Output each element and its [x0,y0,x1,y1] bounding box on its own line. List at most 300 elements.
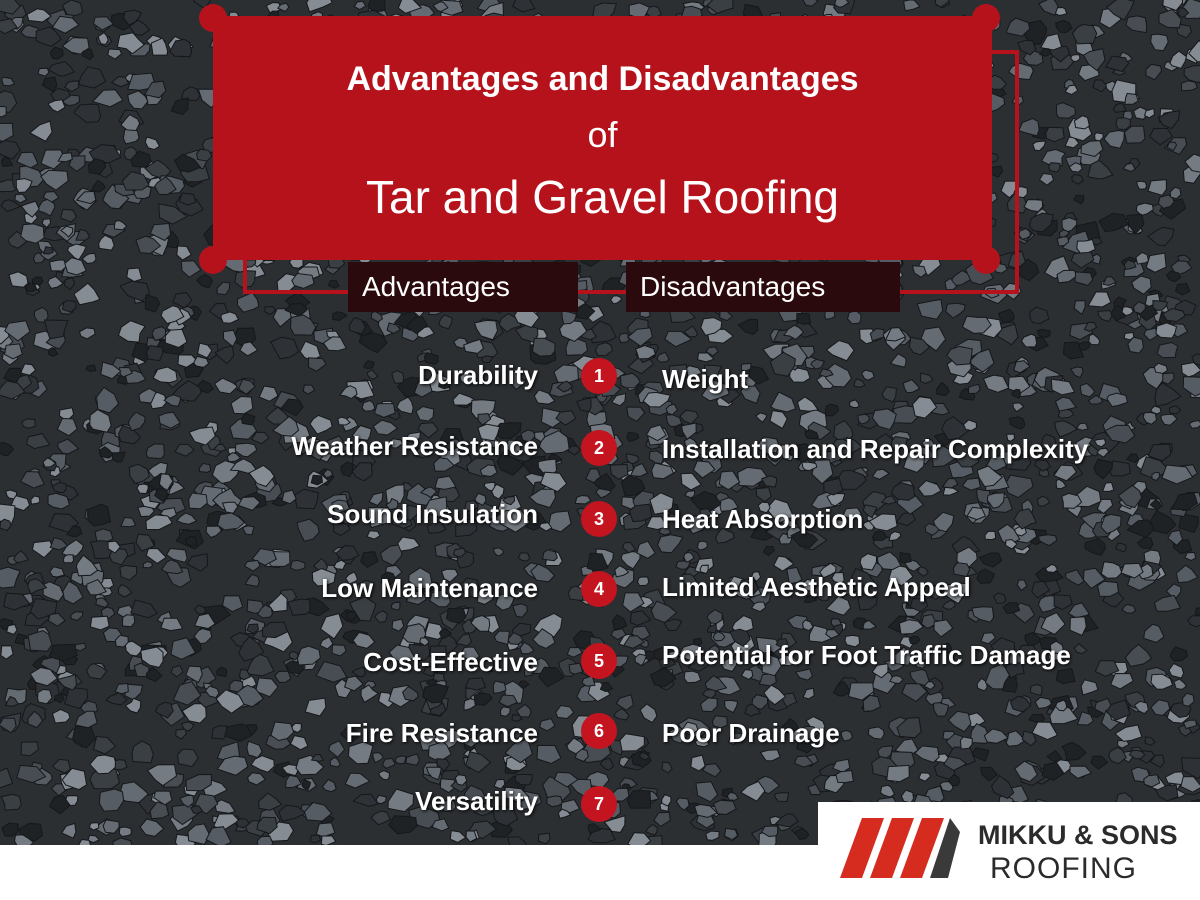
gravel-stone [62,540,83,557]
gravel-stone [181,261,201,278]
gravel-stone [1145,737,1155,746]
gravel-stone [392,371,404,384]
gravel-stone [501,707,511,717]
row-number-badge: 4 [581,571,617,607]
gravel-stone [291,560,305,570]
gravel-stone [1098,311,1113,322]
gravel-stone [795,829,809,840]
gravel-stone [920,373,932,383]
gravel-stone [943,479,958,488]
gravel-stone [247,741,262,757]
gravel-stone [1,794,21,810]
gravel-stone [1103,483,1114,492]
gravel-stone [112,77,129,87]
gravel-stone [121,518,136,527]
gravel-stone [108,49,122,59]
gravel-stone [617,695,634,710]
gravel-stone [182,704,206,724]
gravel-stone [32,541,53,558]
gravel-stone [549,511,571,532]
gravel-stone [322,780,336,792]
gravel-stone [1146,64,1162,80]
gravel-stone [447,608,466,623]
gravel-stone [153,367,177,383]
logo-company-name: MIKKU & SONS [978,820,1178,850]
gravel-stone [1111,674,1134,689]
gravel-stone [1185,553,1196,561]
gravel-stone [1107,393,1128,406]
gravel-stone [103,820,119,833]
gravel-stone [620,734,644,751]
gravel-stone [1170,51,1187,68]
gravel-stone [257,836,273,845]
advantage-item: Versatility [415,786,538,816]
gravel-stone [841,730,852,741]
gravel-stone [790,368,810,382]
gravel-stone [305,698,326,716]
gravel-stone [962,478,980,490]
gravel-stone [474,693,492,706]
gravel-stone [333,312,347,321]
gravel-stone [90,616,109,630]
gravel-stone [97,388,119,413]
gravel-stone [919,773,931,781]
gravel-stone [1146,253,1166,272]
row-number-badge: 5 [581,643,617,679]
gravel-stone [891,354,906,367]
logo-company-subtitle: ROOFING [990,852,1137,885]
gravel-stone [881,785,895,797]
gravel-stone [146,444,164,459]
gravel-stone [969,384,981,393]
gravel-stone [259,793,282,810]
gravel-stone [701,698,718,712]
gravel-stone [494,631,509,645]
gravel-stone [221,312,238,323]
gravel-stone [1005,475,1033,498]
gravel-stone [145,137,159,150]
gravel-stone [508,837,527,845]
gravel-stone [1189,421,1200,429]
gravel-stone [197,149,212,161]
roof-stripes-icon [818,802,968,900]
gravel-stone [2,823,18,836]
gravel-stone [934,620,953,637]
gravel-stone [761,750,781,761]
gravel-stone [943,487,958,495]
gravel-stone [1021,334,1036,347]
gravel-stone [354,1,365,9]
gravel-stone [891,483,914,501]
gravel-stone [297,519,319,541]
banner-corner-dot [199,4,227,32]
gravel-stone [125,698,140,713]
gravel-stone [901,790,913,803]
gravel-stone [1024,200,1043,212]
gravel-stone [1182,758,1200,779]
gravel-stone [1047,751,1062,762]
gravel-stone [1030,307,1049,323]
gravel-stone [763,547,774,556]
gravel-stone [89,823,99,831]
gravel-stone [320,637,333,649]
gravel-stone [311,475,322,484]
gravel-stone [395,756,406,764]
gravel-stone [918,481,941,496]
gravel-stone [1169,664,1184,679]
gravel-stone [727,792,738,800]
gravel-stone [499,695,517,707]
gravel-stone [0,123,13,141]
gravel-stone [199,463,210,472]
gravel-stone [271,337,299,359]
gravel-stone [456,634,471,646]
gravel-stone [329,741,345,757]
gravel-stone [902,684,927,702]
gravel-stone [547,796,563,807]
gravel-stone [1072,25,1096,44]
gravel-stone [251,756,274,773]
gravel-stone [934,703,949,717]
gravel-stone [999,309,1014,323]
gravel-stone [627,407,645,422]
gravel-stone [848,311,861,324]
gravel-stone [79,840,91,846]
advantage-item: Low Maintenance [321,573,538,603]
gravel-stone [1161,414,1177,425]
gravel-stone [238,293,259,313]
gravel-stone [22,419,36,428]
gravel-stone [518,553,530,561]
gravel-stone [1154,363,1167,373]
gravel-stone [1074,644,1087,654]
gravel-stone [640,704,657,723]
gravel-stone [1195,608,1200,616]
gravel-stone [872,469,889,479]
gravel-stone [288,599,310,615]
gravel-stone [50,47,63,59]
title-line-1: Advantages and Disadvantages [346,60,859,98]
gravel-stone [79,328,95,339]
gravel-stone [992,776,1014,799]
gravel-stone [1046,565,1058,573]
gravel-stone [1106,56,1129,71]
gravel-stone [119,321,146,342]
gravel-stone [540,719,555,731]
gravel-stone [74,104,101,122]
banner-corner-dot [972,246,1000,274]
title-line-2: of [587,114,618,155]
gravel-stone [1006,731,1024,747]
gravel-stone [466,752,491,773]
gravel-stone [1072,174,1084,184]
gravel-stone [887,765,910,781]
gravel-stone [71,612,83,621]
gravel-stone [416,407,434,422]
gravel-stone [131,600,157,618]
gravel-stone [308,358,326,371]
gravel-stone [797,313,811,324]
gravel-stone [375,611,388,623]
gravel-stone [1109,747,1127,763]
gravel-stone [321,836,335,845]
gravel-stone [173,293,192,308]
gravel-stone [756,413,767,422]
gravel-stone [1081,680,1098,695]
gravel-stone [143,562,152,568]
gravel-stone [75,643,86,651]
gravel-stone [215,378,238,394]
gravel-stone [1101,562,1122,579]
gravel-stone [1056,397,1077,411]
gravel-stone [1091,756,1108,769]
gravel-stone [291,315,316,335]
gravel-stone [63,300,77,312]
gravel-stone [1126,16,1147,33]
gravel-stone [177,246,191,260]
gravel-stone [37,199,55,216]
gravel-stone [197,275,213,288]
gravel-stone [1075,272,1093,286]
gravel-stone [238,497,260,511]
row-number-badge: 3 [581,501,617,537]
gravel-stone [248,773,266,785]
gravel-stone [1148,227,1174,245]
gravel-stone [904,0,920,11]
gravel-stone [771,392,796,412]
gravel-stone [14,551,29,563]
gravel-stone [21,472,45,489]
gravel-stone [115,760,127,770]
gravel-stone [1151,34,1169,51]
gravel-stone [860,554,877,570]
gravel-stone [713,800,736,814]
gravel-stone [484,482,495,490]
gravel-stone [984,375,1009,392]
gravel-stone [630,611,650,626]
gravel-stone [316,823,335,837]
gravel-stone [1093,80,1107,92]
gravel-stone [475,320,498,339]
gravel-stone [303,385,314,394]
gravel-stone [99,235,115,250]
gravel-stone [575,496,591,504]
gravel-stone [1122,605,1135,614]
gravel-stone [265,307,276,315]
gravel-stone [0,519,11,530]
gravel-stone [623,543,636,553]
gravel-stone [53,709,70,723]
gravel-stone [15,194,27,203]
gravel-stone [979,553,1001,567]
gravel-stone [345,773,370,788]
gravel-stone [310,835,320,843]
gravel-stone [1074,195,1084,204]
gravel-stone [381,545,402,566]
gravel-stone [646,825,658,836]
gravel-stone [86,365,96,371]
gravel-stone [1152,472,1160,480]
gravel-stone [798,397,819,411]
gravel-stone [189,493,208,509]
gravel-stone [334,560,346,569]
gravel-stone [1156,323,1177,338]
gravel-stone [1080,383,1095,397]
gravel-stone [147,346,163,361]
gravel-stone [53,759,71,773]
gravel-stone [114,221,126,230]
gravel-stone [112,452,125,462]
gravel-stone [330,757,340,767]
gravel-stone [680,410,698,424]
gravel-stone [361,552,378,568]
gravel-stone [1181,81,1197,91]
gravel-stone [367,531,380,539]
gravel-stone [145,295,160,312]
gravel-stone [291,736,308,750]
banner-corner-dot [199,246,227,274]
gravel-stone [435,476,456,489]
gravel-stone [889,532,901,541]
gravel-stone [1054,595,1072,610]
gravel-stone [915,746,939,763]
gravel-stone [681,473,701,490]
gravel-stone [890,676,903,684]
gravel-stone [0,567,20,588]
disadvantage-item: Poor Drainage [662,718,840,748]
gravel-stone [1071,252,1094,268]
gravel-stone [48,613,65,626]
gravel-stone [738,319,758,334]
gravel-stone [162,560,183,574]
gravel-stone [703,764,721,777]
gravel-stone [964,420,977,431]
gravel-stone [567,648,582,658]
gravel-stone [140,819,164,836]
banner-corner-dot [972,4,1000,32]
gravel-stone [361,685,378,702]
disadvantage-item: Limited Aesthetic Appeal [662,572,971,602]
gravel-stone [17,152,38,168]
gravel-stone [206,526,221,538]
gravel-stone [245,575,259,587]
gravel-stone [115,684,128,694]
gravel-stone [720,311,733,321]
gravel-stone [406,754,419,765]
gravel-stone [122,615,134,627]
gravel-stone [493,681,506,693]
gravel-stone [359,333,387,353]
gravel-stone [1137,181,1147,189]
gravel-stone [1124,333,1134,340]
gravel-stone [1176,565,1198,582]
gravel-stone [900,553,911,563]
gravel-stone [803,688,814,699]
advantages-header: Advantages [348,262,578,312]
gravel-stone [977,678,987,690]
gravel-stone [177,513,197,524]
gravel-stone [92,181,106,193]
gravel-stone [65,81,79,92]
gravel-stone [350,318,366,334]
gravel-stone [1125,93,1138,104]
gravel-stone [756,488,771,502]
gravel-stone [877,552,900,570]
gravel-stone [1089,334,1100,345]
gravel-stone [332,645,346,656]
gravel-stone [1136,203,1153,215]
gravel-stone [1174,679,1186,689]
gravel-stone [31,496,40,504]
gravel-stone [1040,174,1054,186]
gravel-stone [389,816,417,834]
gravel-stone [1056,20,1072,32]
gravel-stone [1077,240,1096,254]
gravel-stone [825,404,838,416]
gravel-stone [1018,40,1036,55]
gravel-stone [312,755,324,762]
gravel-stone [707,610,722,624]
gravel-stone [78,67,105,88]
advantage-item: Durability [418,360,538,390]
gravel-stone [398,537,420,551]
gravel-stone [16,179,32,193]
gravel-stone [994,593,1006,604]
gravel-stone [231,397,253,414]
gravel-stone [513,604,527,617]
gravel-stone [195,605,206,614]
gravel-stone [619,333,629,343]
gravel-stone [42,77,56,92]
gravel-stone [1136,253,1149,265]
gravel-stone [118,585,131,598]
gravel-stone [176,729,186,739]
gravel-stone [224,330,237,346]
gravel-stone [691,755,705,771]
gravel-stone [566,338,588,356]
gravel-stone [48,100,65,112]
gravel-stone [106,693,127,705]
gravel-stone [872,409,896,430]
advantage-item: Fire Resistance [345,718,538,748]
gravel-stone [1095,133,1104,141]
gravel-stone [300,341,320,360]
gravel-stone [1039,0,1058,15]
disadvantages-header: Disadvantages [626,262,900,312]
gravel-stone [1124,126,1145,143]
gravel-stone [73,726,96,748]
gravel-stone [685,491,695,498]
gravel-stone [295,489,319,509]
gravel-stone [61,209,77,222]
gravel-stone [854,379,865,387]
gravel-stone [376,795,386,803]
gravel-stone [741,670,752,680]
gravel-stone [1049,163,1060,172]
gravel-stone [1070,617,1086,636]
gravel-stone [82,49,93,60]
gravel-stone [63,555,73,563]
gravel-stone [1051,379,1074,395]
gravel-stone [613,615,627,629]
gravel-stone [1170,647,1187,661]
gravel-stone [1166,271,1181,282]
gravel-stone [21,364,36,376]
gravel-stone [1046,127,1064,141]
row-number-badge: 6 [581,713,617,749]
gravel-stone [707,624,716,633]
gravel-stone [1019,119,1039,136]
